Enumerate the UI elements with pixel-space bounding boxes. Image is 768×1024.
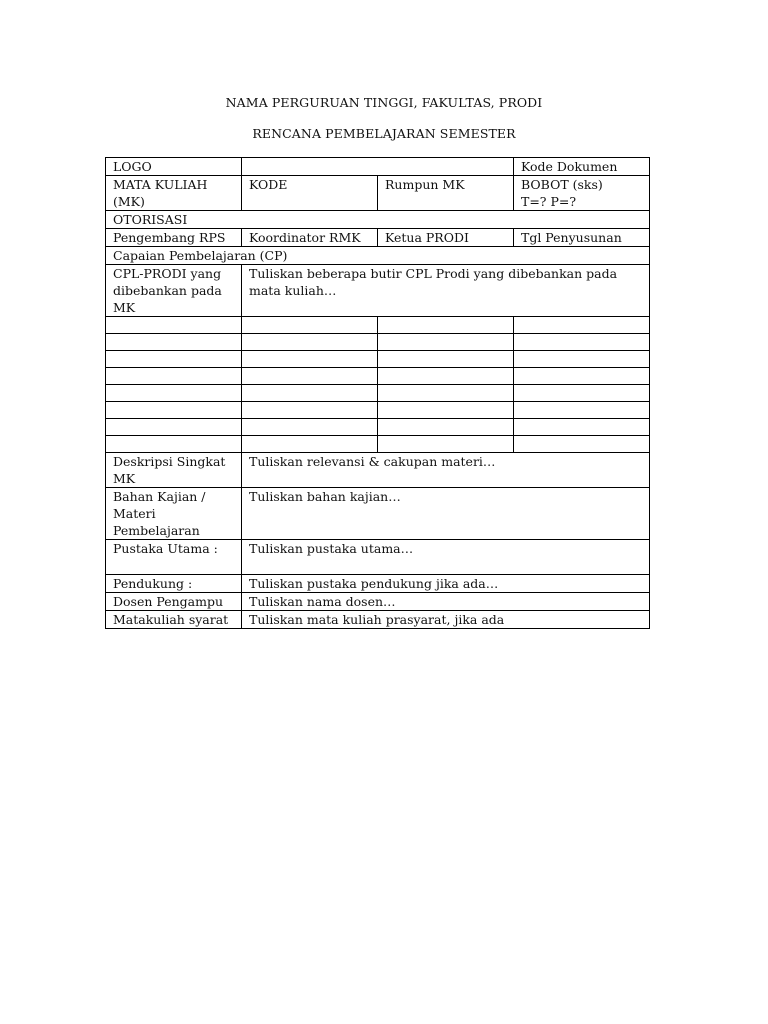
empty-cell <box>378 419 514 436</box>
empty-cell <box>242 402 378 419</box>
deskripsi-label: Deskripsi Singkat MK <box>106 453 242 488</box>
kode-dokumen-cell: Kode Dokumen <box>514 158 650 176</box>
bobot-cell <box>514 176 650 211</box>
mata-kuliah-label: MATA KULIAH (MK) <box>106 176 242 211</box>
empty-cell <box>378 351 514 368</box>
institution-heading: NAMA PERGURUAN TINGGI, FAKULTAS, PRODI <box>225 95 543 110</box>
empty-cell <box>106 351 242 368</box>
table-row <box>106 611 650 629</box>
empty-cell <box>242 317 378 334</box>
pustaka-utama-label: Pustaka Utama : <box>106 540 242 575</box>
bahan-kajian-text: Tuliskan bahan kajian… <box>242 488 650 540</box>
pendukung-text: Tuliskan pustaka pendukung jika ada… <box>242 575 650 593</box>
logo-cell: LOGO <box>106 158 242 176</box>
empty-cell <box>514 436 650 453</box>
empty-cell <box>106 385 242 402</box>
document-title: RENCANA PEMBELAJARAN SEMESTER <box>252 126 516 141</box>
empty-cell <box>106 402 242 419</box>
empty-cell <box>514 368 650 385</box>
empty-cell <box>378 368 514 385</box>
empty-cell <box>242 385 378 402</box>
empty-cell <box>106 368 242 385</box>
cpl-prodi-label: CPL-PRODI yang dibebankan pada MK <box>106 265 242 317</box>
empty-cell <box>378 334 514 351</box>
empty-cell <box>106 334 242 351</box>
empty-cell <box>106 317 242 334</box>
pustaka-utama-text: Tuliskan pustaka utama… <box>242 540 650 575</box>
capaian-pembelajaran-cell: Capaian Pembelajaran (CP) <box>106 247 650 265</box>
table-row <box>106 317 650 334</box>
koordinator-rmk-cell: Koordinator RMK <box>242 229 378 247</box>
table-row <box>106 334 650 351</box>
table-row <box>106 368 650 385</box>
matakuliah-syarat-label: Matakuliah syarat <box>106 611 242 629</box>
table-row <box>106 453 650 488</box>
table-row <box>106 158 650 176</box>
ketua-prodi-cell: Ketua PRODI <box>378 229 514 247</box>
table-row <box>106 265 650 317</box>
empty-cell <box>378 402 514 419</box>
empty-cell <box>242 334 378 351</box>
table-row <box>106 211 650 229</box>
empty-cell <box>378 317 514 334</box>
tgl-penyusunan-cell: Tgl Penyusunan <box>514 229 650 247</box>
dosen-pengampu-text: Tuliskan nama dosen… <box>242 593 650 611</box>
table-row <box>106 385 650 402</box>
empty-cell <box>514 419 650 436</box>
table-row <box>106 247 650 265</box>
table-row <box>106 436 650 453</box>
logo-blank-cell <box>242 158 514 176</box>
bobot-label: BOBOT (sks) <box>521 177 603 192</box>
empty-cell <box>106 419 242 436</box>
table-row <box>106 351 650 368</box>
empty-cell <box>514 317 650 334</box>
rps-table <box>105 157 650 629</box>
table-row <box>106 593 650 611</box>
cpl-prodi-text: Tuliskan beberapa butir CPL Prodi yang dibebankan pada mata kuliah… <box>242 265 650 317</box>
empty-cell <box>242 419 378 436</box>
bahan-kajian-label: Bahan Kajian / Materi Pembelajaran <box>106 488 242 540</box>
table-row <box>106 488 650 540</box>
rumpun-label: Rumpun MK <box>378 176 514 211</box>
deskripsi-text: Tuliskan relevansi & cakupan materi… <box>242 453 650 488</box>
table-row <box>106 176 650 211</box>
empty-cell <box>242 436 378 453</box>
table-row <box>106 575 650 593</box>
empty-cell <box>242 368 378 385</box>
pendukung-label: Pendukung : <box>106 575 242 593</box>
bobot-value: T=? P=? <box>521 194 577 209</box>
pengembang-rps-cell: Pengembang RPS <box>106 229 242 247</box>
empty-cell <box>514 402 650 419</box>
empty-cell <box>514 334 650 351</box>
table-row <box>106 229 650 247</box>
empty-cell <box>378 436 514 453</box>
table-row <box>106 402 650 419</box>
table-row <box>106 540 650 575</box>
empty-cell <box>106 436 242 453</box>
empty-cell <box>514 385 650 402</box>
empty-cell <box>514 351 650 368</box>
dosen-pengampu-label: Dosen Pengampu <box>106 593 242 611</box>
empty-cell <box>378 385 514 402</box>
empty-cell <box>242 351 378 368</box>
table-row <box>106 419 650 436</box>
matakuliah-syarat-text: Tuliskan mata kuliah prasyarat, jika ada <box>242 611 650 629</box>
otorisasi-cell: OTORISASI <box>106 211 650 229</box>
kode-label: KODE <box>242 176 378 211</box>
